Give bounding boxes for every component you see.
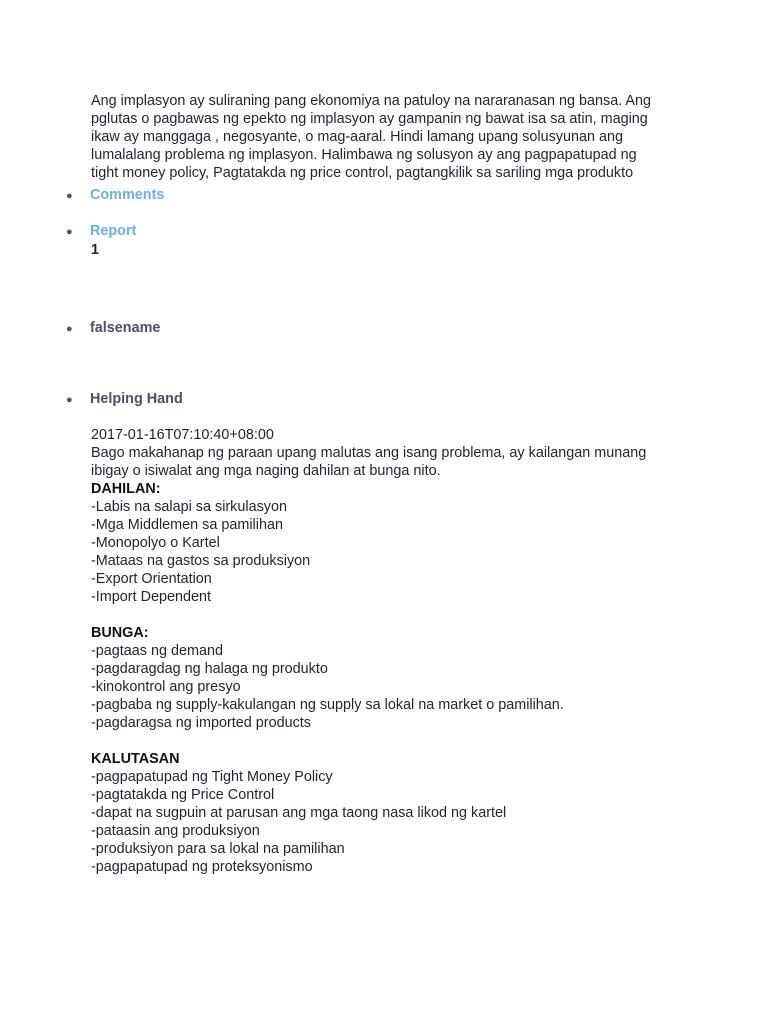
- bunga-item: -pagdaragsa ng imported products: [91, 715, 311, 731]
- bunga-item: -kinokontrol ang presyo: [91, 679, 241, 695]
- intro-line: ikaw ay manggaga , negosyante, o mag-aaral. Hindi lamang upang solusyunan ang: [91, 129, 623, 145]
- answer-body: [91, 426, 646, 876]
- answer-intro-line: Bago makahanap ng paraan upang malutas ang isang problema, ay kailangan munang: [91, 445, 647, 461]
- dahilan-item: -Labis na salapi sa sirkulasyon: [91, 499, 287, 515]
- bullet-icon: ●: [66, 226, 73, 238]
- report-link[interactable]: Report: [90, 223, 137, 239]
- dahilan-item: -Export Orientation: [91, 571, 212, 587]
- bunga-item: -pagbaba ng supply-kakulangan ng supply sa lokal na market o pamilihan.: [91, 697, 564, 713]
- bunga-item: -pagtaas ng demand: [91, 643, 224, 659]
- intro-line: tight money policy, Pagtatakda ng price control, pagtangkilik sa sariling mga produkto: [91, 165, 634, 181]
- kalutasan-item: -produksiyon para sa lokal na pamilihan: [91, 841, 345, 857]
- dahilan-heading: DAHILAN:: [91, 481, 161, 497]
- kalutasan-item: -pataasin ang produksiyon: [91, 823, 260, 839]
- bullet-icon: ●: [66, 190, 73, 202]
- username[interactable]: Helping Hand: [90, 391, 183, 407]
- kalutasan-heading: KALUTASAN: [91, 751, 180, 767]
- answer-intro-line: ibigay o isiwalat ang mga naging dahilan at bunga nito.: [91, 463, 441, 479]
- comments-link[interactable]: Comments: [90, 187, 165, 203]
- intro-line: Ang implasyon ay suliraning pang ekonomiya na patuloy na nararanasan ng bansa. Ang: [91, 93, 652, 109]
- section-spacer: [91, 732, 646, 750]
- report-count: 1: [91, 242, 100, 258]
- intro-line: pglutas o pagbawas ng epekto ng implasyon ay gampanin ng bawat isa sa atin, maging: [91, 111, 648, 127]
- answer-timestamp: 2017-01-16T07:10:40+08:00: [91, 427, 274, 443]
- bullet-icon: ●: [66, 394, 73, 406]
- section-spacer: [91, 606, 646, 624]
- bullet-icon: ●: [66, 323, 73, 335]
- intro-paragraph: [91, 92, 711, 182]
- bunga-heading: BUNGA:: [91, 625, 149, 641]
- user-item-falsename: [66, 319, 160, 338]
- bunga-item: -pagdaragdag ng halaga ng produkto: [91, 661, 328, 677]
- comments-item: [66, 186, 164, 205]
- dahilan-item: -Monopolyo o Kartel: [91, 535, 220, 551]
- intro-line: lumalalang problema ng implasyon. Halimbawa ng solusyon ay ang pagpapatupad ng: [91, 147, 637, 163]
- kalutasan-item: -pagpapatupad ng Tight Money Policy: [91, 769, 333, 785]
- report-item: [66, 222, 136, 241]
- kalutasan-item: -pagtatakda ng Price Control: [91, 787, 275, 803]
- dahilan-item: -Mga Middlemen sa pamilihan: [91, 517, 283, 533]
- username[interactable]: falsename: [90, 320, 161, 336]
- kalutasan-item: -dapat na sugpuin at parusan ang mga taong nasa likod ng kartel: [91, 805, 507, 821]
- user-item-helping-hand: [66, 390, 183, 409]
- kalutasan-item: -pagpapatupad ng proteksyonismo: [91, 859, 313, 875]
- dahilan-item: -Mataas na gastos sa produksiyon: [91, 553, 311, 569]
- dahilan-item: -Import Dependent: [91, 589, 211, 605]
